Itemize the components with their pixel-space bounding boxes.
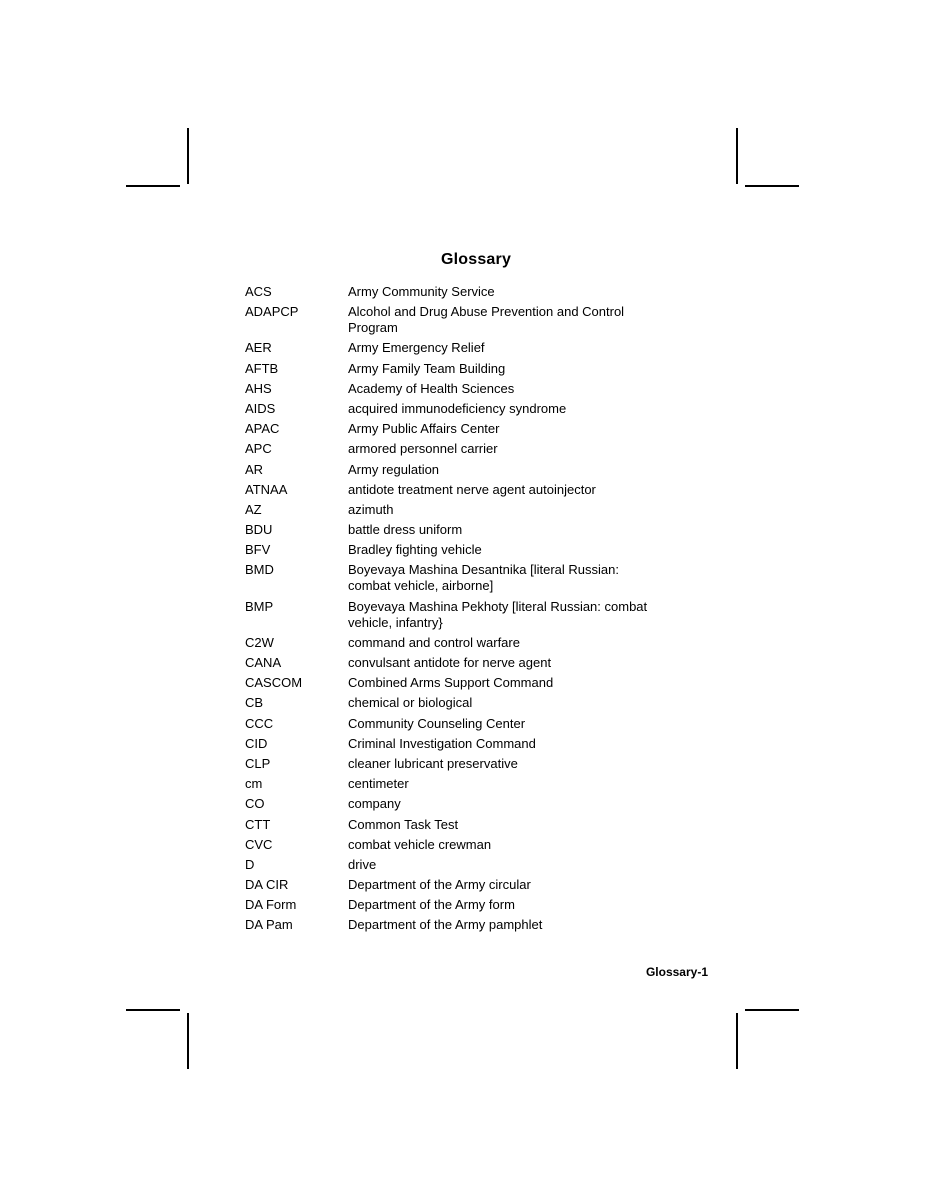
glossary-entry xyxy=(245,482,665,498)
glossary-abbreviation: CASCOM xyxy=(245,675,303,691)
glossary-definition: armored personnel carrier xyxy=(348,441,498,457)
glossary-abbreviation: APAC xyxy=(245,421,280,437)
glossary-abbreviation: AHS xyxy=(245,380,272,396)
glossary-entry xyxy=(245,675,665,691)
page-title: Glossary xyxy=(440,251,512,268)
glossary-definition: azimuth xyxy=(348,501,394,517)
glossary-entry xyxy=(245,421,665,437)
glossary-entry xyxy=(245,736,665,752)
glossary-definition: Combined Arms Support Command xyxy=(348,675,554,691)
glossary-definition: Army Community Service xyxy=(348,284,495,299)
crop-mark-bottom-right-vertical xyxy=(736,1013,738,1069)
glossary-abbreviation: AFTB xyxy=(245,360,279,376)
glossary-definition: Department of the Army form xyxy=(348,897,515,913)
glossary-definition: Bradley fighting vehicle xyxy=(348,542,482,558)
glossary-abbreviation: CO xyxy=(245,796,265,812)
glossary-entry xyxy=(245,340,665,356)
glossary-definition: Alcohol and Drug Abuse Prevention and Control Program xyxy=(348,304,625,336)
glossary-entry xyxy=(245,655,665,671)
glossary-entry xyxy=(245,917,665,933)
glossary-definition: antidote treatment nerve agent autoinjector xyxy=(348,481,596,497)
glossary-abbreviation: CLP xyxy=(245,755,271,771)
glossary-definition: battle dress uniform xyxy=(348,522,463,538)
glossary-entry xyxy=(245,817,665,833)
glossary-definition: Army Family Team Building xyxy=(348,360,506,376)
glossary-abbreviation: BDU xyxy=(245,522,273,538)
glossary-definition: Army Public Affairs Center xyxy=(348,421,500,437)
glossary-entry xyxy=(245,441,665,457)
glossary-definition: cleaner lubricant preservative xyxy=(348,755,518,771)
glossary-abbreviation: DA CIR xyxy=(245,877,289,893)
glossary-entry xyxy=(245,796,665,812)
glossary-abbreviation: CVC xyxy=(245,836,273,852)
page-footer: Glossary-1 xyxy=(645,965,708,979)
glossary-entry xyxy=(245,381,665,397)
glossary-abbreviation: AIDS xyxy=(245,400,276,416)
glossary-abbreviation: ADAPCP xyxy=(245,304,299,320)
glossary-entry xyxy=(245,857,665,873)
glossary-abbreviation: DA Form xyxy=(245,897,297,913)
glossary-definition: combat vehicle crewman xyxy=(348,836,492,852)
glossary-entry xyxy=(245,361,665,377)
glossary-definition: Boyevaya Mashina Desantnika [literal Russian: combat vehicle, airborne] xyxy=(348,562,619,594)
glossary-abbreviation: BMD xyxy=(245,562,274,578)
glossary-entry xyxy=(245,284,665,300)
glossary-entry xyxy=(245,462,665,478)
crop-mark-bottom-left-vertical xyxy=(187,1013,189,1069)
crop-mark-top-left-vertical xyxy=(187,128,189,184)
glossary-entry xyxy=(245,877,665,893)
glossary-definition: Department of the Army pamphlet xyxy=(348,917,543,933)
glossary-entry xyxy=(245,502,665,518)
glossary-entry xyxy=(245,401,665,417)
glossary-entry xyxy=(245,695,665,711)
glossary-abbreviation: ACS xyxy=(245,284,272,299)
glossary-abbreviation: CID xyxy=(245,735,268,751)
glossary-abbreviation: BMP xyxy=(245,598,274,614)
glossary-abbreviation: CCC xyxy=(245,715,274,731)
glossary-entry xyxy=(245,304,665,336)
crop-mark-top-right-vertical xyxy=(736,128,738,184)
glossary-definition: Common Task Test xyxy=(348,816,459,832)
glossary-abbreviation: ATNAA xyxy=(245,481,288,497)
glossary-definition: drive xyxy=(348,856,377,872)
glossary-definition: Army regulation xyxy=(348,461,440,477)
glossary-definition: chemical or biological xyxy=(348,695,473,711)
glossary-abbreviation: AZ xyxy=(245,501,262,517)
glossary-abbreviation: CB xyxy=(245,695,264,711)
glossary-entry xyxy=(245,562,665,594)
glossary-definition: convulsant antidote for nerve agent xyxy=(348,655,552,670)
glossary-abbreviation: DA Pam xyxy=(245,917,293,933)
glossary-definition: command and control warfare xyxy=(348,634,520,650)
crop-mark-top-left-horizontal xyxy=(126,185,180,187)
glossary-definition: Department of the Army circular xyxy=(348,877,531,893)
glossary-list xyxy=(245,284,665,938)
glossary-definition: centimeter xyxy=(348,776,409,792)
glossary-abbreviation: CTT xyxy=(245,816,271,832)
glossary-entry xyxy=(245,635,665,651)
crop-mark-top-right-horizontal xyxy=(745,185,799,187)
glossary-definition: Army Emergency Relief xyxy=(348,340,485,356)
glossary-abbreviation: cm xyxy=(245,776,263,792)
crop-mark-bottom-left-horizontal xyxy=(126,1009,180,1011)
glossary-entry xyxy=(245,716,665,732)
glossary-definition: company xyxy=(348,796,401,812)
glossary-definition: Community Counseling Center xyxy=(348,715,526,731)
glossary-entry xyxy=(245,522,665,538)
glossary-abbreviation: D xyxy=(245,856,255,872)
glossary-definition: Academy of Health Sciences xyxy=(348,380,515,396)
glossary-entry xyxy=(245,756,665,772)
glossary-entry xyxy=(245,837,665,853)
glossary-entry xyxy=(245,776,665,792)
glossary-abbreviation: APC xyxy=(245,441,272,457)
glossary-entry xyxy=(245,542,665,558)
glossary-entry xyxy=(245,599,665,631)
glossary-abbreviation: AER xyxy=(245,340,272,356)
glossary-entry xyxy=(245,897,665,913)
glossary-definition: Boyevaya Mashina Pekhoty [literal Russian: combat vehicle, infantry} xyxy=(348,598,648,630)
glossary-definition: acquired immunodeficiency syndrome xyxy=(348,400,567,416)
glossary-abbreviation: BFV xyxy=(245,542,271,558)
glossary-abbreviation: C2W xyxy=(245,634,274,650)
glossary-definition: Criminal Investigation Command xyxy=(348,735,536,751)
crop-mark-bottom-right-horizontal xyxy=(745,1009,799,1011)
glossary-abbreviation: AR xyxy=(245,461,264,477)
glossary-abbreviation: CANA xyxy=(245,655,282,670)
